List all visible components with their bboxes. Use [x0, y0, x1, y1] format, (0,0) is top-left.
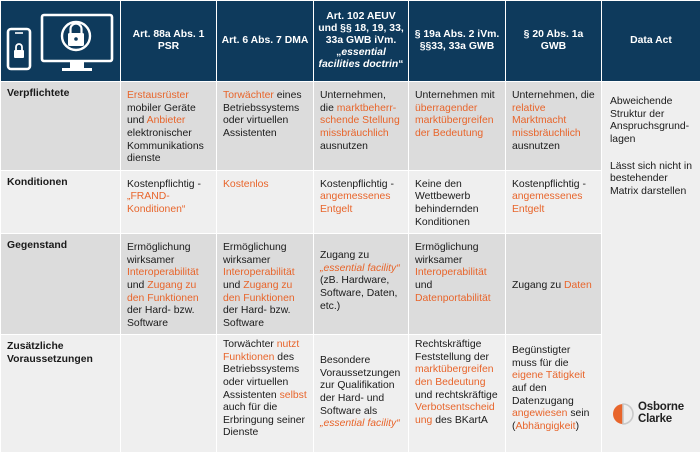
cell: Keine den Wettbewerb behindernden Konditionen	[409, 170, 506, 233]
cell: Unternehmen mit überragender marktübergreifen der Bedeutung	[409, 82, 506, 171]
col-header-gwb20: § 20 Abs. 1a GWB	[506, 1, 602, 82]
brand-line-2: Clarke	[638, 413, 684, 425]
cell: Zugang zu Daten	[506, 234, 602, 335]
col-header-gwb19a: § 19a Abs. 2 iVm. §§33, 33a GWB	[409, 1, 506, 82]
cell: Besondere Voraussetzungen zur Qualifikation der Hard- und Software als „essential facility“	[314, 335, 409, 453]
header-illustration	[1, 1, 121, 82]
col-header-aeuv: Art. 102 AEUV und §§ 18, 19, 33, 33a GWB iVm. „essential facilities doctrin“	[314, 1, 409, 82]
row-label-konditionen: Konditionen	[1, 170, 121, 233]
cell: Kostenlos	[217, 170, 314, 233]
row-label-gegenstand: Gegenstand	[1, 234, 121, 335]
cell: Ermöglichung wirksamer Interoperabilität und Zugang zu den Funktionen der Hard- bzw. Software	[121, 234, 217, 335]
cell: Torwächter eines Betriebssystems oder virtuellen Assistenten	[217, 82, 314, 171]
cell: Ermöglichung wirksamer Interoperabilität und Datenportabilität	[409, 234, 506, 335]
cell: Kostenpflichtig - angemessenes Entgelt	[314, 170, 409, 233]
cell-empty	[121, 335, 217, 453]
cell: Kostenpflichtig - angemessenes Entgelt	[506, 170, 602, 233]
cell: Ermöglichung wirksamer Interoperabilität und Zugang zu den Funktionen der Hard- bzw. Software	[217, 234, 314, 335]
osborne-clarke-logo	[612, 398, 696, 432]
cell: Begünstigter muss für die eigene Tätigkeit auf den Datenzugang angewiesen sein (Abhängigkeit)	[506, 335, 602, 453]
cell: Torwächter nutzt Funktionen des Betriebssystems oder virtuellen Assistenten selbst auch für die Erbringung seiner Dienste	[217, 335, 314, 453]
osborne-clarke-mark-icon	[612, 403, 634, 425]
col-header-data-act: Data Act	[602, 1, 700, 82]
row-label-zusaetzliche-voraussetzungen: Zusätzliche Voraussetzungen	[1, 335, 121, 453]
col-header-psr: Art. 88a Abs. 1 PSR	[121, 1, 217, 82]
cell: Rechtskräftige Feststellung der marktübergreifen den Bedeutung und rechtskräftige Verbotsentscheid ung des BKartA	[409, 335, 506, 453]
row-label-verpflichtete: Verpflichtete	[1, 82, 121, 171]
brand-line-1: Osborne	[638, 401, 684, 413]
phone-lock-icon	[8, 29, 30, 69]
cell: Unternehmen, die marktbeherr-schende Stellung missbräuchlich ausnutzen	[314, 82, 409, 171]
col-header-dma: Art. 6 Abs. 7 DMA	[217, 1, 314, 82]
cell: Erstausrüster mobiler Geräte und Anbieter elektronischer Kommunikations dienste	[121, 82, 217, 171]
data-act-text-2: Lässt sich nicht in bestehender Matrix darstellen	[610, 161, 692, 199]
cell: Kostenpflichtig - „FRAND-Konditionen“	[121, 170, 217, 233]
devices-lock-icon	[2, 1, 120, 77]
cell: Zugang zu „essential facility“ (zB. Hardware, Software, Daten, etc.)	[314, 234, 409, 335]
data-act-text-1: Abweichende Struktur der Anspruchsgrund-lagen	[610, 96, 692, 146]
cell: Unternehmen, die relative Marktmacht missbräuchlich ausnutzen	[506, 82, 602, 171]
